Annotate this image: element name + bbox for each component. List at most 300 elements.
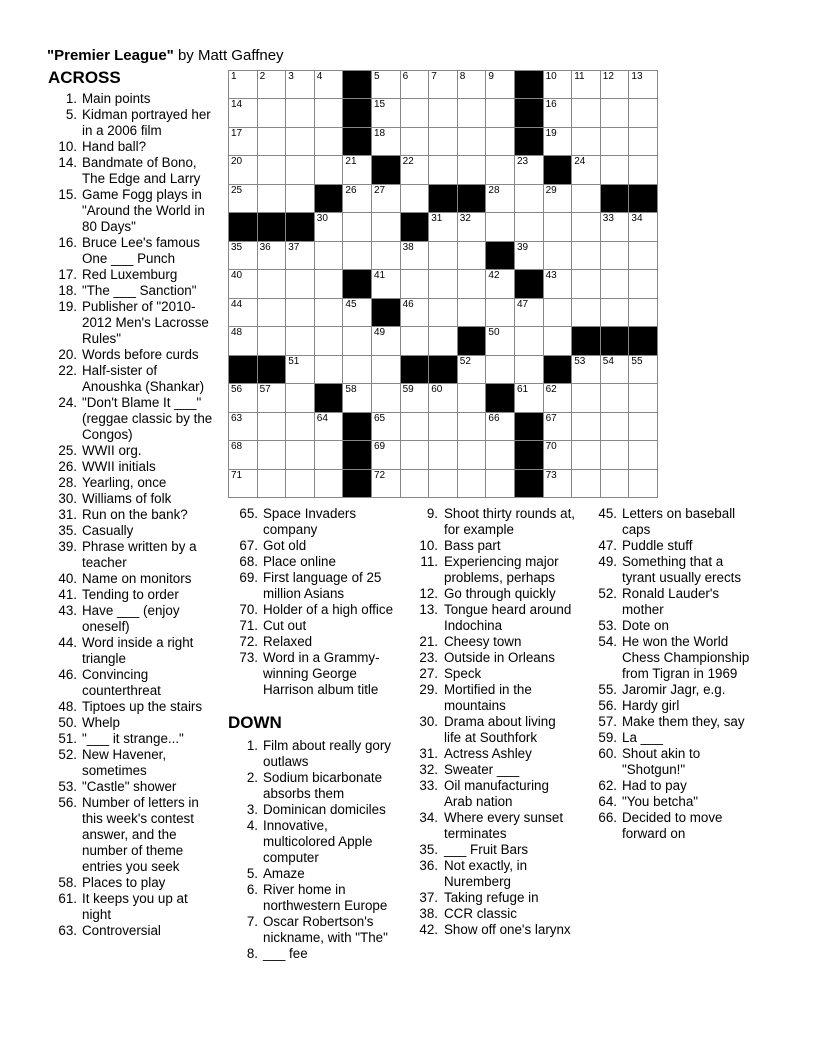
grid-cell[interactable] — [429, 270, 458, 298]
clue-across-43 — [44, 603, 218, 635]
clue-down-1 — [228, 738, 400, 770]
grid-cell[interactable] — [544, 384, 573, 412]
grid-cell[interactable] — [601, 299, 630, 327]
clue-across-70 — [228, 602, 400, 618]
clue-number: 61. — [58, 891, 77, 906]
grid-cell[interactable] — [486, 71, 515, 99]
grid-cell[interactable] — [229, 470, 258, 498]
cell-number: 22 — [402, 156, 414, 168]
grid-cell[interactable] — [601, 213, 630, 241]
clue-down-54 — [588, 634, 758, 682]
cell-number: 29 — [545, 184, 557, 196]
grid-cell[interactable] — [372, 356, 401, 384]
clue-text: Casually — [82, 523, 134, 538]
grid-cell[interactable] — [486, 299, 515, 327]
clue-text: Number of letters in this week's contest answer, and the number of theme entries you seek — [82, 795, 199, 874]
grid-cell[interactable] — [458, 470, 487, 498]
grid-cell-black — [286, 213, 315, 241]
grid-cell[interactable] — [486, 185, 515, 213]
clue-across-17 — [44, 267, 218, 283]
grid-cell[interactable] — [572, 356, 601, 384]
clue-number: 8. — [246, 946, 258, 961]
grid-cell[interactable] — [458, 99, 487, 127]
grid-cell-black — [258, 356, 287, 384]
clue-text: First language of 25 million Asians — [263, 570, 382, 601]
grid-cell[interactable] — [286, 413, 315, 441]
grid-cell[interactable] — [372, 128, 401, 156]
grid-cell[interactable] — [315, 327, 344, 355]
clue-down-31 — [408, 746, 576, 762]
grid-cell[interactable] — [572, 156, 601, 184]
grid-cell[interactable] — [315, 71, 344, 99]
grid-cell[interactable] — [629, 128, 658, 156]
cell-number: 24 — [574, 156, 586, 168]
grid-cell[interactable] — [572, 185, 601, 213]
grid-cell[interactable] — [343, 242, 372, 270]
grid-cell[interactable] — [401, 327, 430, 355]
cell-number: 16 — [545, 99, 557, 111]
cell-number: 47 — [517, 298, 529, 310]
grid-cell[interactable] — [486, 441, 515, 469]
clue-across-15 — [44, 187, 218, 235]
grid-cell[interactable] — [515, 356, 544, 384]
cell-number: 10 — [545, 71, 557, 82]
cell-number: 34 — [631, 213, 643, 225]
grid-cell[interactable] — [601, 71, 630, 99]
clue-across-24 — [44, 395, 218, 443]
clue-number: 60. — [598, 746, 617, 761]
clue-across-18 — [44, 283, 218, 299]
clue-text: "You betcha" — [622, 794, 699, 809]
grid-cell[interactable] — [258, 413, 287, 441]
clue-column-2 — [228, 506, 400, 962]
grid-cell[interactable] — [515, 327, 544, 355]
grid-cell[interactable] — [343, 185, 372, 213]
cell-number: 4 — [316, 71, 323, 82]
grid-cell[interactable] — [315, 470, 344, 498]
clue-text: Bass part — [444, 538, 501, 553]
clue-across-1 — [44, 91, 218, 107]
grid-cell-black — [401, 213, 430, 241]
grid-cell[interactable] — [372, 441, 401, 469]
grid-cell[interactable] — [429, 128, 458, 156]
grid-cell[interactable] — [229, 71, 258, 99]
grid-cell[interactable] — [229, 441, 258, 469]
grid-cell-black — [515, 128, 544, 156]
grid-cell[interactable] — [258, 242, 287, 270]
grid-cell[interactable] — [629, 270, 658, 298]
grid-cell[interactable] — [401, 470, 430, 498]
clue-text: ___ fee — [263, 946, 308, 961]
clue-text: Sweater ___ — [444, 762, 520, 777]
clue-number: 46. — [58, 667, 77, 682]
grid-cell[interactable] — [458, 356, 487, 384]
clue-down-30 — [408, 714, 576, 746]
grid-cell[interactable] — [258, 185, 287, 213]
grid-cell[interactable] — [343, 356, 372, 384]
grid-cell[interactable] — [401, 185, 430, 213]
clue-down-37 — [408, 890, 576, 906]
grid-cell[interactable] — [515, 242, 544, 270]
clue-number: 56. — [58, 795, 77, 810]
grid-cell[interactable] — [629, 213, 658, 241]
grid-cell[interactable] — [572, 441, 601, 469]
grid-cell[interactable] — [629, 99, 658, 127]
grid-cell[interactable] — [286, 327, 315, 355]
grid-cell[interactable] — [229, 327, 258, 355]
clue-down-9 — [408, 506, 576, 538]
grid-cell[interactable] — [572, 270, 601, 298]
grid-cell[interactable] — [515, 213, 544, 241]
clue-across-53 — [44, 779, 218, 795]
grid-cell[interactable] — [315, 242, 344, 270]
grid-cell-black — [372, 299, 401, 327]
grid-cell[interactable] — [458, 441, 487, 469]
grid-cell[interactable] — [401, 384, 430, 412]
down-clues-col4 — [588, 506, 758, 842]
grid-cell[interactable] — [572, 128, 601, 156]
grid-cell[interactable] — [429, 99, 458, 127]
grid-cell[interactable] — [315, 441, 344, 469]
grid-cell[interactable] — [458, 213, 487, 241]
grid-cell[interactable] — [429, 71, 458, 99]
grid-cell[interactable] — [229, 270, 258, 298]
grid-cell[interactable] — [601, 470, 630, 498]
cell-number: 58 — [345, 384, 357, 396]
grid-cell[interactable] — [258, 99, 287, 127]
cell-number: 27 — [374, 184, 386, 196]
clue-down-12 — [408, 586, 576, 602]
grid-cell[interactable] — [343, 327, 372, 355]
grid-cell[interactable] — [515, 384, 544, 412]
grid-cell[interactable] — [572, 71, 601, 99]
grid-cell[interactable] — [544, 270, 573, 298]
grid-cell[interactable] — [229, 99, 258, 127]
clue-across-41 — [44, 587, 218, 603]
grid-cell-black — [429, 185, 458, 213]
grid-cell[interactable] — [458, 270, 487, 298]
grid-cell[interactable] — [229, 185, 258, 213]
clue-text: Go through quickly — [444, 586, 556, 601]
grid-cell[interactable] — [286, 242, 315, 270]
clue-number: 73. — [239, 650, 258, 665]
grid-cell[interactable] — [372, 413, 401, 441]
grid-cell[interactable] — [515, 185, 544, 213]
grid-cell[interactable] — [401, 413, 430, 441]
grid-cell[interactable] — [229, 242, 258, 270]
cell-number: 70 — [545, 441, 557, 453]
grid-cell[interactable] — [544, 128, 573, 156]
clue-text: Dominican domiciles — [263, 802, 386, 817]
grid-cell[interactable] — [401, 242, 430, 270]
clue-number: 3. — [246, 802, 258, 817]
grid-cell[interactable] — [486, 327, 515, 355]
grid-cell[interactable] — [572, 213, 601, 241]
grid-cell[interactable] — [286, 99, 315, 127]
grid-cell[interactable] — [458, 71, 487, 99]
grid-cell[interactable] — [601, 99, 630, 127]
grid-cell[interactable] — [429, 327, 458, 355]
clue-text: Shoot thirty rounds at, for example — [444, 506, 576, 537]
grid-cell[interactable] — [229, 299, 258, 327]
grid-cell[interactable] — [372, 71, 401, 99]
grid-cell[interactable] — [401, 441, 430, 469]
grid-cell[interactable] — [458, 156, 487, 184]
grid-cell[interactable] — [486, 128, 515, 156]
cell-number: 55 — [631, 355, 643, 367]
clue-text: Make them they, say — [622, 714, 745, 729]
grid-cell-black — [343, 99, 372, 127]
grid-cell[interactable] — [486, 413, 515, 441]
grid-cell[interactable] — [401, 270, 430, 298]
clue-text: Oil manufacturing Arab nation — [444, 778, 549, 809]
grid-cell[interactable] — [544, 441, 573, 469]
clue-number: 67. — [239, 538, 258, 553]
grid-cell[interactable] — [601, 356, 630, 384]
grid-cell[interactable] — [629, 441, 658, 469]
cell-number: 7 — [431, 71, 437, 82]
grid-cell[interactable] — [286, 384, 315, 412]
grid-cell[interactable] — [429, 413, 458, 441]
grid-cell[interactable] — [372, 327, 401, 355]
grid-cell[interactable] — [429, 213, 458, 241]
grid-cell[interactable] — [429, 470, 458, 498]
grid-cell[interactable] — [515, 156, 544, 184]
clue-text: Convincing counterthreat — [82, 667, 161, 698]
grid-cell[interactable] — [372, 470, 401, 498]
grid-cell[interactable] — [286, 185, 315, 213]
grid-cell[interactable] — [601, 441, 630, 469]
cell-number: 59 — [402, 384, 414, 396]
grid-cell[interactable] — [486, 213, 515, 241]
grid-cell[interactable] — [229, 156, 258, 184]
grid-cell[interactable] — [601, 413, 630, 441]
grid-cell[interactable] — [544, 242, 573, 270]
clue-number: 5. — [65, 107, 77, 122]
grid-cell[interactable] — [458, 413, 487, 441]
clue-across-69 — [228, 570, 400, 602]
clue-text: Relaxed — [263, 634, 313, 649]
grid-cell[interactable] — [429, 441, 458, 469]
down-clues-col2 — [228, 738, 400, 962]
grid-cell[interactable] — [372, 213, 401, 241]
grid-cell[interactable] — [544, 185, 573, 213]
grid-cell[interactable] — [315, 213, 344, 241]
grid-cell[interactable] — [601, 128, 630, 156]
grid-cell[interactable] — [572, 413, 601, 441]
grid-cell[interactable] — [486, 270, 515, 298]
grid-cell[interactable] — [258, 156, 287, 184]
clue-number: 68. — [239, 554, 258, 569]
clue-down-4 — [228, 818, 400, 866]
grid-cell[interactable] — [629, 156, 658, 184]
grid-cell[interactable] — [572, 242, 601, 270]
cell-number: 72 — [374, 469, 386, 481]
grid-cell[interactable] — [629, 384, 658, 412]
clue-text: Oscar Robertson's nickname, with "The" — [263, 914, 388, 945]
clue-across-28 — [44, 475, 218, 491]
grid-cell[interactable] — [544, 470, 573, 498]
clue-across-50 — [44, 715, 218, 731]
grid-cell[interactable] — [544, 99, 573, 127]
grid-cell[interactable] — [286, 270, 315, 298]
clue-number: 66. — [598, 810, 617, 825]
grid-cell[interactable] — [401, 156, 430, 184]
clue-number: 35. — [58, 523, 77, 538]
grid-cell[interactable] — [572, 299, 601, 327]
cell-number: 23 — [517, 156, 529, 168]
grid-cell[interactable] — [629, 242, 658, 270]
grid-cell[interactable] — [629, 299, 658, 327]
grid-cell[interactable] — [229, 128, 258, 156]
clue-text: Main points — [82, 91, 151, 106]
grid-cell[interactable] — [286, 299, 315, 327]
grid-cell[interactable] — [315, 299, 344, 327]
grid-cell[interactable] — [544, 327, 573, 355]
clue-number: 19. — [58, 299, 77, 314]
grid-cell[interactable] — [572, 384, 601, 412]
grid-cell[interactable] — [286, 156, 315, 184]
grid-cell[interactable] — [286, 128, 315, 156]
grid-cell[interactable] — [429, 299, 458, 327]
clue-across-71 — [228, 618, 400, 634]
grid-cell-black — [229, 213, 258, 241]
grid-cell[interactable] — [286, 441, 315, 469]
grid-cell[interactable] — [372, 270, 401, 298]
clue-text: Mortified in the mountains — [444, 682, 532, 713]
grid-cell-black — [343, 128, 372, 156]
clue-across-48 — [44, 699, 218, 715]
grid-cell[interactable] — [601, 242, 630, 270]
grid-cell[interactable] — [601, 156, 630, 184]
grid-cell[interactable] — [629, 71, 658, 99]
grid-cell[interactable] — [286, 356, 315, 384]
grid-cell[interactable] — [372, 242, 401, 270]
cell-number: 1 — [231, 71, 237, 82]
grid-cell[interactable] — [258, 441, 287, 469]
clue-number: 34. — [419, 810, 438, 825]
grid-cell[interactable] — [486, 356, 515, 384]
clue-text: Had to pay — [622, 778, 687, 793]
grid-cell[interactable] — [429, 156, 458, 184]
grid-cell[interactable] — [372, 384, 401, 412]
clue-text: Cut out — [263, 618, 307, 633]
cell-number: 38 — [402, 241, 414, 253]
grid-cell[interactable] — [258, 384, 287, 412]
grid-cell[interactable] — [629, 470, 658, 498]
clue-across-26 — [44, 459, 218, 475]
grid-cell[interactable] — [372, 99, 401, 127]
grid-cell[interactable] — [401, 299, 430, 327]
grid-cell[interactable] — [458, 128, 487, 156]
grid-cell[interactable] — [315, 413, 344, 441]
grid-cell[interactable] — [343, 213, 372, 241]
grid-cell[interactable] — [229, 384, 258, 412]
grid-cell[interactable] — [601, 270, 630, 298]
clue-text: Run on the bank? — [82, 507, 188, 522]
grid-cell[interactable] — [572, 99, 601, 127]
clue-number: 53. — [58, 779, 77, 794]
clue-text: WWII initials — [82, 459, 156, 474]
clue-number: 30. — [58, 491, 77, 506]
clue-across-14 — [44, 155, 218, 187]
clue-number: 17. — [58, 267, 77, 282]
grid-cell[interactable] — [315, 356, 344, 384]
clue-text: Publisher of "2010-2012 Men's Lacrosse Rules" — [82, 299, 209, 346]
grid-cell[interactable] — [258, 270, 287, 298]
clue-down-60 — [588, 746, 758, 778]
clue-number: 42. — [419, 922, 438, 937]
clue-number: 72. — [239, 634, 258, 649]
grid-cell[interactable] — [343, 384, 372, 412]
grid-cell[interactable] — [458, 299, 487, 327]
grid-cell[interactable] — [486, 470, 515, 498]
clue-across-16 — [44, 235, 218, 267]
grid-cell[interactable] — [258, 470, 287, 498]
clue-text: Place online — [263, 554, 336, 569]
cell-number: 41 — [374, 270, 386, 282]
grid-cell[interactable] — [258, 327, 287, 355]
grid-cell[interactable] — [429, 242, 458, 270]
grid-cell[interactable] — [544, 71, 573, 99]
grid-cell[interactable] — [401, 128, 430, 156]
grid-cell[interactable] — [629, 413, 658, 441]
grid-cell[interactable] — [372, 185, 401, 213]
grid-cell[interactable] — [544, 299, 573, 327]
grid-cell[interactable] — [601, 384, 630, 412]
clue-across-46 — [44, 667, 218, 699]
cell-number: 65 — [374, 412, 386, 424]
clue-text: Shout akin to "Shotgun!" — [622, 746, 701, 777]
grid-cell[interactable] — [629, 356, 658, 384]
grid-cell[interactable] — [486, 99, 515, 127]
grid-cell[interactable] — [343, 299, 372, 327]
clue-across-5 — [44, 107, 218, 139]
grid-cell[interactable] — [315, 270, 344, 298]
grid-cell[interactable] — [286, 71, 315, 99]
grid-cell[interactable] — [315, 128, 344, 156]
grid-cell[interactable] — [429, 384, 458, 412]
grid-cell[interactable] — [229, 413, 258, 441]
grid-cell[interactable] — [515, 299, 544, 327]
grid-cell[interactable] — [258, 71, 287, 99]
grid-cell[interactable] — [572, 470, 601, 498]
grid-cell[interactable] — [315, 156, 344, 184]
grid-cell[interactable] — [486, 156, 515, 184]
grid-cell[interactable] — [315, 99, 344, 127]
clue-text: Places to play — [82, 875, 166, 890]
grid-cell[interactable] — [258, 128, 287, 156]
grid-cell[interactable] — [544, 413, 573, 441]
grid-cell[interactable] — [401, 71, 430, 99]
grid-cell[interactable] — [258, 299, 287, 327]
clue-across-40 — [44, 571, 218, 587]
grid-cell[interactable] — [286, 470, 315, 498]
grid-cell[interactable] — [544, 213, 573, 241]
clue-number: 2. — [246, 770, 258, 785]
clue-text: Actress Ashley — [444, 746, 532, 761]
clue-down-10 — [408, 538, 576, 554]
cell-number: 18 — [374, 127, 386, 139]
cell-number: 9 — [488, 71, 494, 82]
crossword-grid — [228, 70, 658, 498]
clue-down-35 — [408, 842, 576, 858]
grid-cell[interactable] — [401, 99, 430, 127]
grid-cell[interactable] — [343, 156, 372, 184]
grid-cell[interactable] — [458, 384, 487, 412]
grid-cell[interactable] — [458, 242, 487, 270]
cell-number: 3 — [288, 71, 294, 82]
